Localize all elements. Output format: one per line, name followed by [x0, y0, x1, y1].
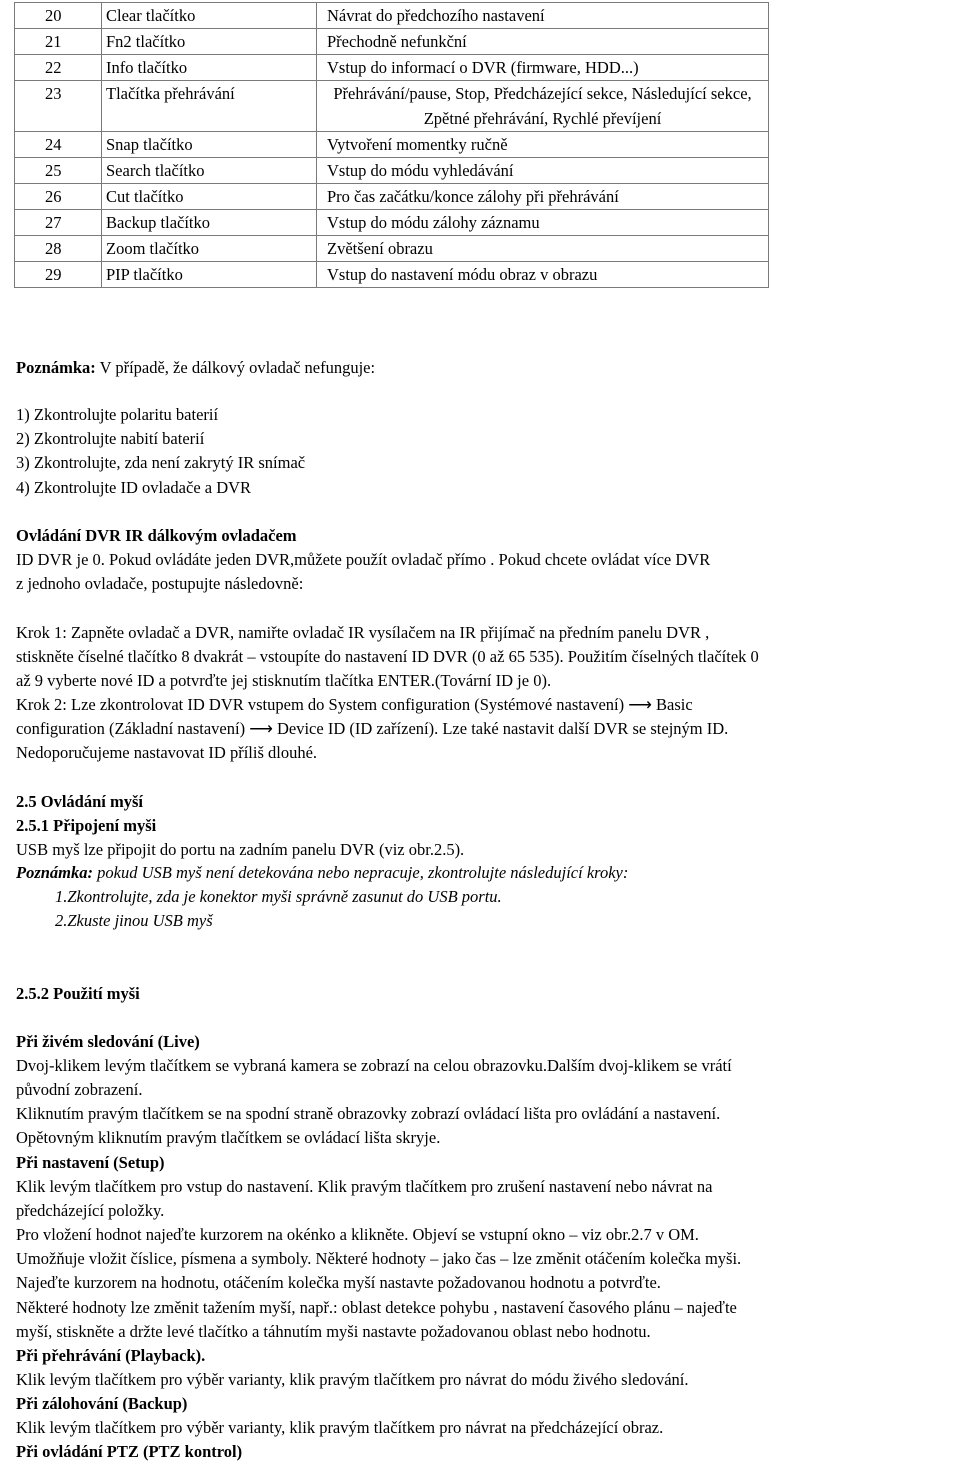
note-text: V případě, že dálkový ovladač nefunguje: — [95, 358, 376, 377]
paragraph-line: Klik levým tlačítkem pro výběr varianty, klik pravým tlačítkem pro návrat do módu živého sledování. — [16, 1370, 689, 1389]
table-row — [15, 55, 769, 81]
row-number: 24 — [15, 132, 102, 158]
table-row — [15, 210, 769, 236]
note-item: 1.Zkontrolujte, zda je konektor myši správně zasunut do USB portu. — [55, 887, 502, 906]
setup-heading: Při nastavení (Setup) — [16, 1153, 165, 1172]
button-name: Search tlačítko — [102, 158, 317, 184]
button-function: Vstup do informací o DVR (firmware, HDD...) — [317, 55, 769, 81]
row-number: 21 — [15, 29, 102, 55]
note-item: 4) Zkontrolujte ID ovladače a DVR — [16, 478, 252, 497]
step1-line: až 9 vyberte nové ID a potvrďte jej stisknutím tlačítka ENTER.(Tovární ID je 0). — [16, 671, 552, 690]
button-name: Backup tlačítko — [102, 210, 317, 236]
table-row — [15, 184, 769, 210]
table-row — [15, 132, 769, 158]
button-name: PIP tlačítko — [102, 262, 317, 288]
remote-keys-table — [14, 2, 769, 288]
row-number: 26 — [15, 184, 102, 210]
button-function: Pro čas začátku/konce zálohy při přehrávání — [317, 184, 769, 210]
remote-note — [16, 357, 375, 379]
table-row — [15, 262, 769, 288]
paragraph-line: z jednoho ovladače, postupujte následovně: — [16, 574, 304, 593]
subsection-heading: 2.5.1 Připojení myši — [16, 816, 157, 835]
note-label: Poznámka: — [16, 863, 94, 882]
paragraph-line: Umožňuje vložit číslice, písmena a symboly. Některé hodnoty – jako čas – lze změnit otáčením kolečka myši. — [16, 1249, 742, 1268]
button-function: Vstup do módu vyhledávání — [317, 158, 769, 184]
note-item: 1) Zkontrolujte polaritu baterií — [16, 405, 219, 424]
button-function: Zvětšení obrazu — [317, 236, 769, 262]
paragraph-line: Některé hodnoty lze změnit tažením myší, např.: oblast detekce pohybu , nastavení časového plánu – najeďte — [16, 1298, 737, 1317]
paragraph-line: Klik levým tlačítkem pro vstup do nastavení. Klik pravým tlačítkem pro zrušení nastavení nebo návrat na — [16, 1177, 713, 1196]
step2-line: Nedoporučujeme nastavovat ID příliš dlouhé. — [16, 743, 318, 762]
table-row — [15, 3, 769, 29]
table-row — [15, 158, 769, 184]
step1-line: stiskněte číselné tlačítko 8 dvakrát – vstoupíte do nastavení ID DVR (0 až 65 535). Použitím číselných tlačítek 0 — [16, 647, 759, 666]
note-item: 3) Zkontrolujte, zda není zakrytý IR snímač — [16, 453, 306, 472]
row-number: 20 — [15, 3, 102, 29]
button-name: Fn2 tlačítko — [102, 29, 317, 55]
row-number: 23 — [15, 81, 102, 132]
note-item: 2) Zkontrolujte nabití baterií — [16, 429, 205, 448]
button-name: Tlačítka přehrávání — [102, 81, 317, 132]
backup-heading: Při zálohování (Backup) — [16, 1394, 188, 1413]
button-name: Clear tlačítko — [102, 3, 317, 29]
button-function: Přechodně nefunkční — [317, 29, 769, 55]
subsection-heading: 2.5.2 Použití myši — [16, 984, 140, 1003]
row-number: 25 — [15, 158, 102, 184]
paragraph-line: Kliknutím pravým tlačítkem se na spodní straně obrazovky zobrazí ovládací lišta pro ovládání a nastavení. — [16, 1104, 721, 1123]
paragraph-line: původní zobrazení. — [16, 1080, 143, 1099]
paragraph-line: ID DVR je 0. Pokud ovládáte jeden DVR,můžete použít ovladač přímo . Pokud chcete ovládat více DVR — [16, 550, 711, 569]
note-text: pokud USB myš není detekována nebo nepracuje, zkontrolujte následující kroky: — [93, 863, 629, 882]
button-function: Návrat do předchozího nastavení — [317, 3, 769, 29]
row-number: 29 — [15, 262, 102, 288]
paragraph-line: USB myš lze připojit do portu na zadním panelu DVR (viz obr.2.5). — [16, 840, 465, 859]
row-number: 27 — [15, 210, 102, 236]
button-name: Info tlačítko — [102, 55, 317, 81]
button-name: Cut tlačítko — [102, 184, 317, 210]
button-function: Vstup do nastavení módu obraz v obrazu — [317, 262, 769, 288]
step2-line: Krok 2: Lze zkontrolovat ID DVR vstupem do System configuration (Systémové nastavení) ⟶ Basic — [16, 695, 693, 714]
paragraph-line: Pro vložení hodnot najeďte kurzorem na okénko a klikněte. Objeví se vstupní okno – viz obr.2.7 v OM. — [16, 1225, 699, 1244]
table-row — [15, 81, 769, 132]
row-number: 28 — [15, 236, 102, 262]
live-heading: Při živém sledování (Live) — [16, 1032, 200, 1051]
paragraph-line: myší, stiskněte a držte levé tlačítko a táhnutím myši nastavte požadovanou oblast nebo hodnotu. — [16, 1322, 651, 1341]
button-function: Vytvoření momentky ručně — [317, 132, 769, 158]
step2-line: configuration (Základní nastavení) ⟶ Device ID (ID zařízení). Lze také nastavit další DVR se stejným ID. — [16, 719, 729, 738]
note-item: 2.Zkuste jinou USB myš — [55, 911, 213, 930]
ptz-heading: Při ovládání PTZ (PTZ kontrol) — [16, 1442, 243, 1461]
note-label: Poznámka: — [16, 358, 96, 377]
table-row — [15, 29, 769, 55]
table-row — [15, 236, 769, 262]
button-function: Vstup do módu zálohy záznamu — [317, 210, 769, 236]
playback-heading: Při přehrávání (Playback). — [16, 1346, 206, 1365]
step1-line: Krok 1: Zapněte ovladač a DVR, namiřte ovladač IR vysílačem na IR přijímač na předním panelu DVR , — [16, 623, 710, 642]
paragraph-line: Najeďte kurzorem na hodnotu, otáčením kolečka myší nastavte požadovanou hodnotu a potvrďte. — [16, 1273, 661, 1292]
row-number: 22 — [15, 55, 102, 81]
paragraph-line: Dvoj-klikem levým tlačítkem se vybraná kamera se zobrazí na celou obrazovku.Dalším dvoj-klikem se vrátí — [16, 1056, 732, 1075]
ir-section-heading: Ovládání DVR IR dálkovým ovladačem — [16, 526, 297, 545]
mouse-note — [16, 862, 628, 884]
paragraph-line: Klik levým tlačítkem pro výběr varianty, klik pravým tlačítkem pro návrat na předcházející obraz. — [16, 1418, 664, 1437]
button-function: Přehrávání/pause, Stop, Předcházející sekce, Následující sekce, Zpětné přehrávání, Rychlé převíjení — [317, 81, 769, 132]
paragraph-line: předcházející položky. — [16, 1201, 165, 1220]
section-heading: 2.5 Ovládání myší — [16, 792, 143, 811]
button-name: Snap tlačítko — [102, 132, 317, 158]
button-name: Zoom tlačítko — [102, 236, 317, 262]
paragraph-line: Opětovným kliknutím pravým tlačítkem se ovládací lišta skryje. — [16, 1128, 441, 1147]
